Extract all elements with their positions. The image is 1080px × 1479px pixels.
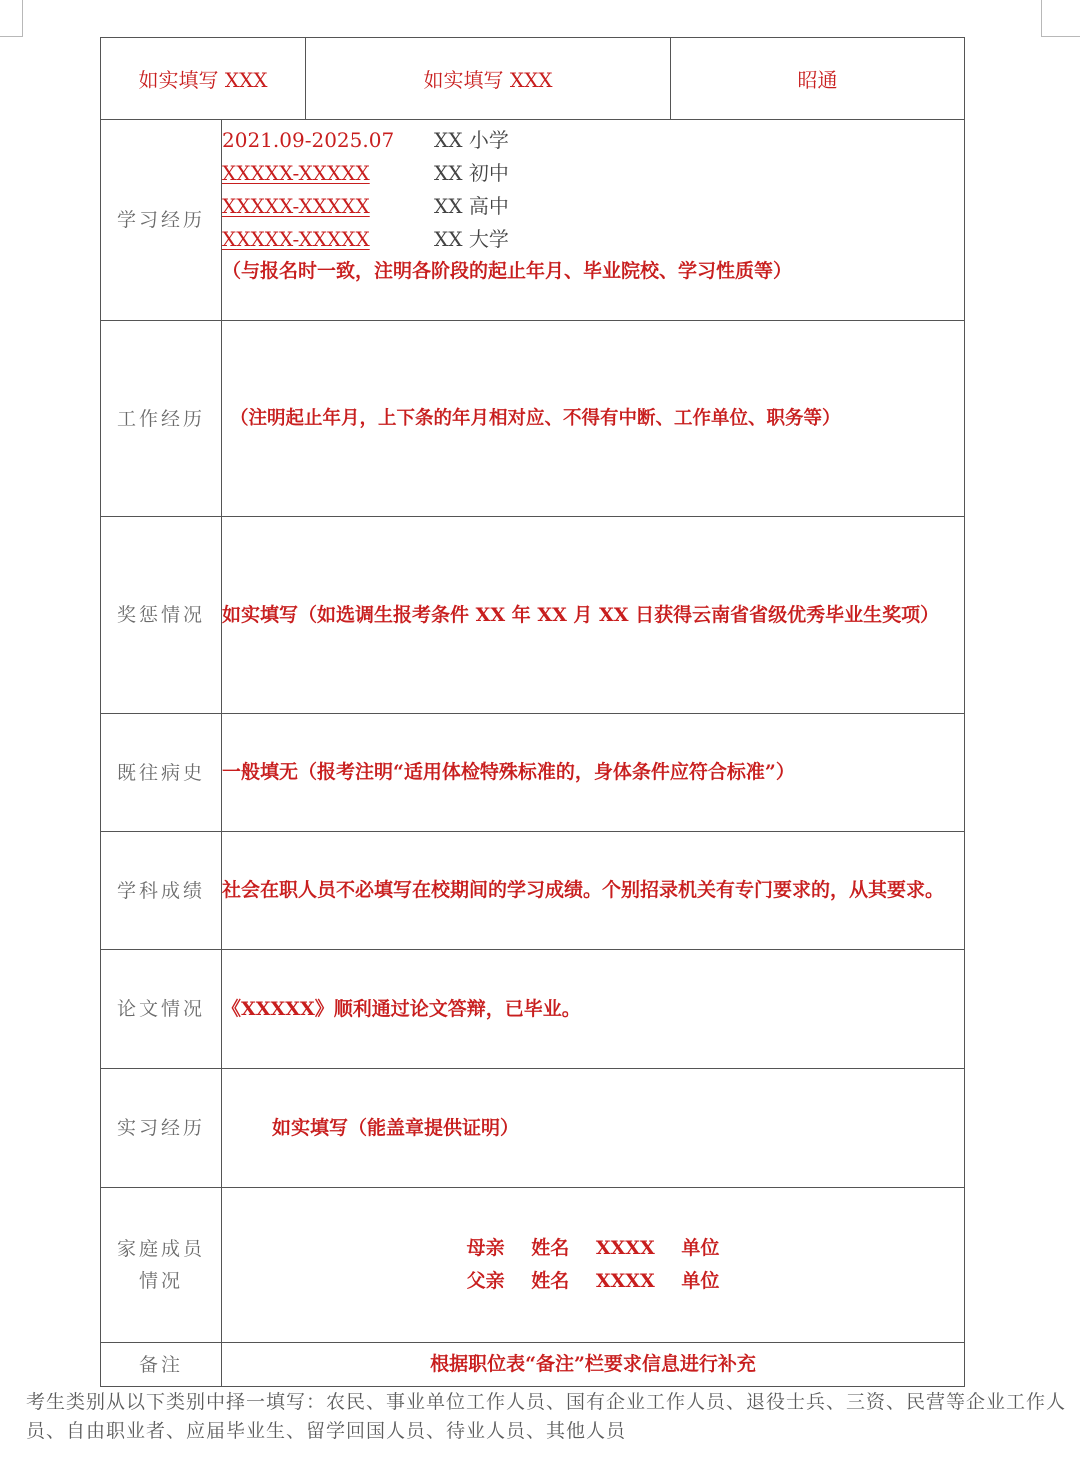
header-cell-1[interactable]: 如实填写 XXX [101, 38, 306, 120]
study-entry [222, 190, 964, 223]
header-cell-3[interactable]: 昭通 [671, 38, 965, 120]
internship-content[interactable]: 如实填写（能盖章提供证明） [222, 1069, 965, 1188]
study-period [222, 223, 434, 256]
grades-content[interactable]: 社会在职人员不必填写在校期间的学习成绩。个别招录机关有专门要求的，从其要求。 [222, 832, 965, 950]
family-row [101, 1188, 965, 1343]
family-content[interactable] [222, 1188, 965, 1343]
awards-label: 奖惩情况 [101, 517, 222, 714]
resume-form-table [100, 37, 965, 1387]
remarks-label: 备注 [101, 1343, 222, 1387]
grades-label: 学科成绩 [101, 832, 222, 950]
study-entry [222, 223, 964, 256]
thesis-label: 论文情况 [101, 950, 222, 1069]
family-label-line1: 家庭成员 [116, 1238, 205, 1260]
study-school: XX 大学 [434, 227, 509, 251]
page-corner-mark-left [0, 0, 23, 37]
remarks-content[interactable]: 根据职位表“备注”栏要求信息进行补充 [222, 1343, 965, 1387]
family-member: 母亲 姓名 XXXX 单位 [466, 1237, 720, 1259]
remarks-row [101, 1343, 965, 1387]
study-entry [222, 157, 964, 190]
study-period-text: XXXXX-XXXXX [222, 161, 370, 185]
thesis-content[interactable]: 《XXXXX》顺利通过论文答辩，已毕业。 [222, 950, 965, 1069]
study-period: 2021.09-2025.07 [222, 128, 395, 152]
study-school: XX 小学 [434, 128, 509, 152]
study-entry [222, 124, 964, 157]
medical-content[interactable]: 一般填无（报考注明“适用体检特殊标准的，身体条件应符合标准”） [222, 714, 965, 832]
header-row [101, 38, 965, 120]
study-note: （与报名时一致，注明各阶段的起止年月、毕业院校、学习性质等） [222, 260, 793, 282]
awards-content[interactable]: 如实填写（如选调生报考条件 XX 年 XX 月 XX 日获得云南省省级优秀毕业生奖项） [222, 517, 965, 714]
study-row [101, 120, 965, 321]
internship-row [101, 1069, 965, 1188]
study-school: XX 初中 [434, 161, 509, 185]
internship-label: 实习经历 [101, 1069, 222, 1188]
study-period-text: XXXXX-XXXXX [222, 227, 370, 251]
grades-row [101, 832, 965, 950]
awards-row [101, 517, 965, 714]
medical-row [101, 714, 965, 832]
study-period [222, 157, 434, 190]
study-period [222, 190, 434, 223]
page-corner-mark-right [1041, 0, 1080, 37]
thesis-row [101, 950, 965, 1069]
medical-label: 既往病史 [101, 714, 222, 832]
study-label: 学习经历 [101, 120, 222, 321]
family-label [101, 1188, 222, 1343]
work-row [101, 321, 965, 517]
work-content[interactable]: （注明起止年月，上下条的年月相对应、不得有中断、工作单位、职务等） [222, 321, 965, 517]
category-footnote: 考生类别从以下类别中择一填写：农民、事业单位工作人员、国有企业工作人员、退役士兵、三资、民营等企业工作人员、自由职业者、应届毕业生、留学回国人员、待业人员、其他人员 [26, 1391, 1067, 1442]
study-period-text: XXXXX-XXXXX [222, 194, 370, 218]
study-content[interactable] [222, 120, 965, 321]
family-member: 父亲 姓名 XXXX 单位 [466, 1270, 720, 1292]
study-school: XX 高中 [434, 194, 509, 218]
work-label: 工作经历 [101, 321, 222, 517]
family-label-line2: 情况 [138, 1270, 183, 1292]
header-cell-2[interactable]: 如实填写 XXX [306, 38, 671, 120]
